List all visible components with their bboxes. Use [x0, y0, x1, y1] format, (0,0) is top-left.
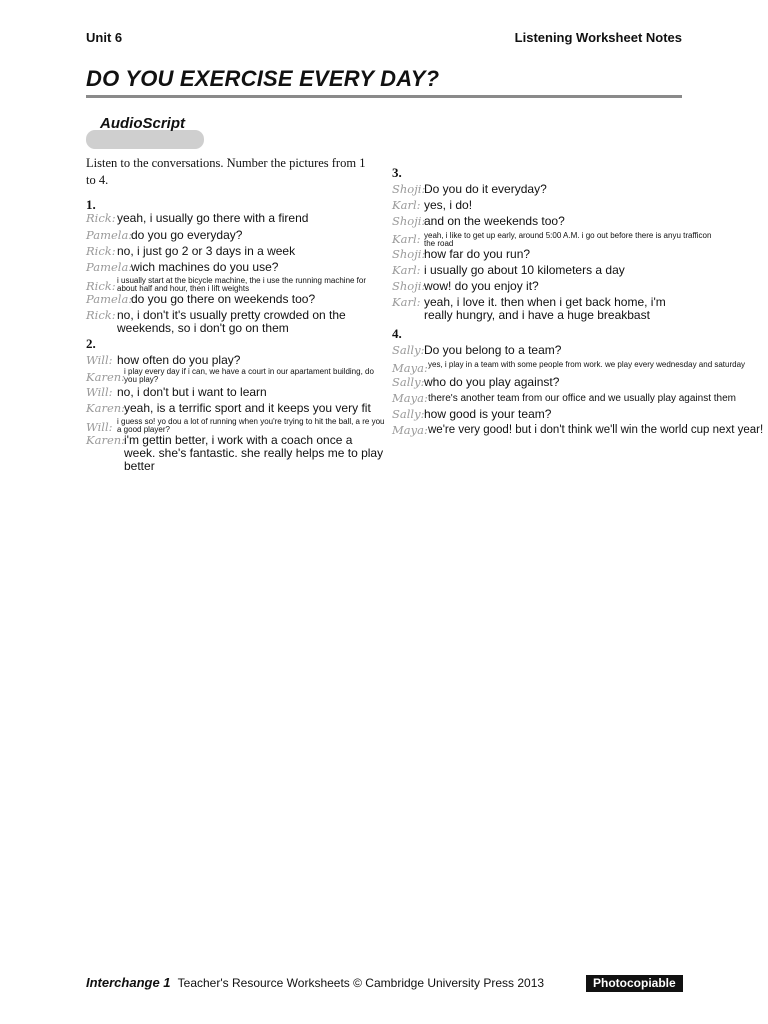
section-4-number: 4. — [392, 326, 402, 341]
dialogue-text: yes, i do! — [424, 198, 473, 212]
footer-brand: Interchange 1 — [86, 975, 171, 990]
speaker-name: Shoji: — [392, 279, 426, 293]
dialogue-text: i usually start at the bicycle machine, the i use the running machine for about half and hour, then i lift weights — [117, 276, 367, 293]
speaker-name: Maya: — [392, 423, 428, 437]
audioscript-heading: AudioScript — [100, 115, 185, 132]
dialogue-text: yeah, i love it. then when i get back home, i'm really hungry, and i have a huge breakbast — [424, 295, 666, 322]
page-title: DO YOU EXERCISE EVERY DAY? — [86, 66, 440, 91]
dialogue-line — [86, 293, 386, 307]
dialogue-text: who do you play against? — [424, 375, 560, 389]
dialogue-text: i play every day if i can, we have a court in our apartament building, do you play? — [124, 367, 374, 384]
speaker-name: Rick: — [86, 279, 116, 293]
dialogue-line — [392, 264, 762, 278]
speaker-name: Sally: — [392, 407, 425, 421]
speaker-name: Karen: — [86, 433, 126, 447]
worksheet-notes-label: Listening Worksheet Notes — [514, 30, 682, 45]
dialogue-line — [392, 199, 762, 213]
dialogue-text: do you go everyday? — [131, 228, 243, 242]
dialogue-line — [392, 408, 762, 422]
dialogue-text: i usually go about 10 kilometers a day — [424, 263, 625, 277]
speaker-name: Pamela: — [86, 228, 133, 242]
audioscript-tab-background — [86, 130, 204, 149]
dialogue-text: there's another team from our office and we usually play against them — [428, 393, 737, 404]
dialogue-line — [86, 433, 386, 473]
dialogue-line — [392, 392, 762, 406]
dialogue-text: yeah, is a terrific sport and it keeps you very fit — [124, 401, 371, 415]
section-3-number: 3. — [392, 165, 402, 180]
section-1-number: 1. — [86, 197, 96, 212]
dialogue-text: yeah, i like to get up early, around 5:00 A.M. i go out before there is anyu trafficon the road — [424, 231, 712, 248]
dialogue-text: yes, i play in a team with some people from work. we play every wednesday and saturday — [428, 360, 746, 369]
speaker-name: Shoji: — [392, 214, 426, 228]
title-divider — [86, 95, 682, 98]
dialogue-text: do you go there on weekends too? — [131, 292, 316, 306]
speaker-name: Karen: — [86, 370, 126, 384]
footer — [86, 975, 544, 990]
speaker-name: Maya: — [392, 391, 428, 405]
dialogue-line — [86, 402, 386, 416]
speaker-name: Rick: — [86, 308, 116, 322]
speaker-name: Rick: — [86, 244, 116, 258]
dialogue-line — [86, 368, 386, 386]
dialogue-line — [392, 280, 762, 294]
speaker-name: Karl: — [392, 263, 421, 277]
dialogue-line — [392, 424, 762, 438]
dialogue-line — [392, 376, 762, 390]
photocopiable-badge: Photocopiable — [586, 975, 683, 992]
dialogue-text: and on the weekends too? — [424, 214, 565, 228]
footer-copyright: Teacher's Resource Worksheets © Cambridge University Press 2013 — [177, 976, 545, 990]
dialogue-line — [86, 309, 386, 337]
dialogue-text: no, i just go 2 or 3 days in a week — [117, 244, 296, 258]
dialogue-line — [86, 261, 386, 275]
speaker-name: Karl: — [392, 232, 421, 246]
section-2-number: 2. — [86, 336, 96, 351]
speaker-name: Maya: — [392, 361, 428, 375]
dialogue-text: wich machines do you use? — [131, 260, 279, 274]
speaker-name: Sally: — [392, 343, 425, 357]
speaker-name: Karen: — [86, 401, 126, 415]
dialogue-line — [86, 354, 386, 368]
speaker-name: Shoji: — [392, 247, 426, 261]
dialogue-text: i guess so! yo dou a lot of running when you're trying to hit the ball, a re you a good player? — [117, 417, 385, 434]
dialogue-text: how often do you play? — [117, 353, 241, 367]
speaker-name: Pamela: — [86, 292, 133, 306]
speaker-name: Will: — [86, 385, 113, 399]
speaker-name: Will: — [86, 420, 113, 434]
speaker-name: Pamela: — [86, 260, 133, 274]
dialogue-text: how good is your team? — [424, 407, 552, 421]
speaker-name: Sally: — [392, 375, 425, 389]
dialogue-line — [392, 344, 762, 358]
dialogue-line — [392, 296, 762, 324]
speaker-name: Karl: — [392, 198, 421, 212]
dialogue-text: no, i don't it's usually pretty crowded on the weekends, so i don't go on them — [117, 308, 346, 335]
dialogue-text: Do you belong to a team? — [424, 343, 562, 357]
dialogue-line — [392, 248, 762, 262]
dialogue-text: wow! do you enjoy it? — [424, 279, 539, 293]
dialogue-text: how far do you run? — [424, 247, 531, 261]
speaker-name: Karl: — [392, 295, 421, 309]
speaker-name: Will: — [86, 353, 113, 367]
dialogue-line — [86, 229, 386, 243]
dialogue-text: no, i don't but i want to learn — [117, 385, 267, 399]
dialogue-text: we're very good! but i don't think we'll win the world cup next year! — [428, 424, 764, 436]
dialogue-line — [86, 386, 386, 400]
instructions: Listen to the conversations. Number the pictures from 1 to 4. — [86, 156, 366, 187]
unit-label: Unit 6 — [86, 30, 123, 45]
dialogue-line — [392, 183, 762, 197]
speaker-name: Rick: — [86, 211, 116, 225]
speaker-name: Shoji: — [392, 182, 426, 196]
dialogue-line — [392, 215, 762, 229]
dialogue-line — [86, 245, 386, 259]
dialogue-text: i'm gettin better, i work with a coach once a week. she's fantastic. she really helps me to play better — [124, 433, 384, 473]
dialogue-text: yeah, i usually go there with a firend — [117, 211, 309, 225]
dialogue-text: Do you do it everyday? — [424, 182, 547, 196]
dialogue-line — [86, 212, 386, 226]
